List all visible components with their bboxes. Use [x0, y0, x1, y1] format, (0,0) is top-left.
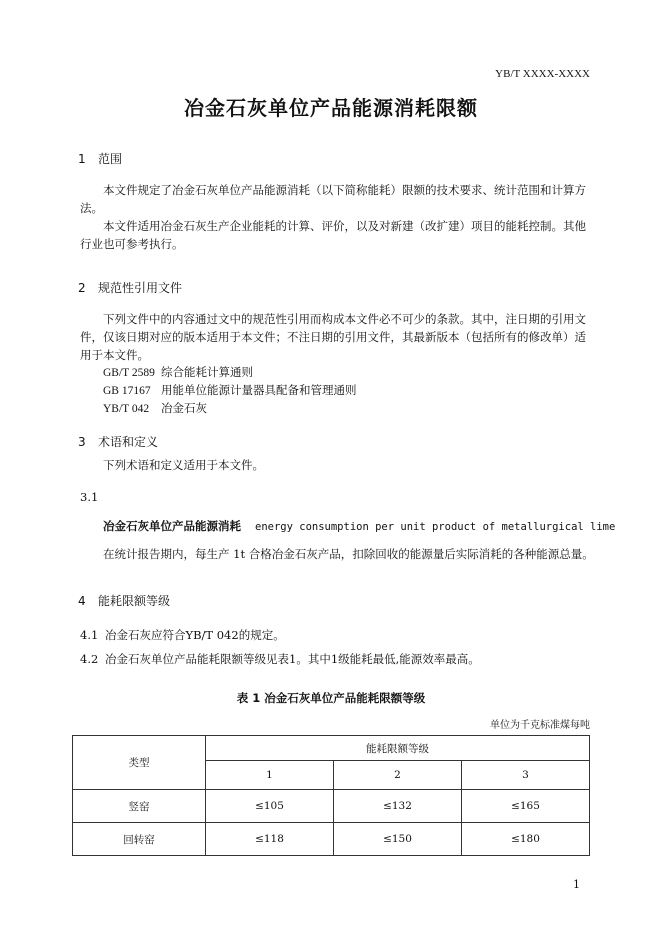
reference-name: 综合能耗计算通则 — [161, 365, 253, 379]
reference-name: 用能单位能源计量器具配备和管理通则 — [161, 383, 357, 397]
cell-type: 竖窑 — [73, 790, 206, 823]
table-unit: 单位为千克标准煤每吨 — [490, 720, 590, 731]
section-number: 2 — [78, 281, 86, 295]
cell-value: ≤180 — [462, 823, 590, 856]
cell-value: ≤165 — [462, 790, 590, 823]
section-number: 3 — [78, 435, 86, 449]
table-header-row — [73, 736, 590, 761]
clause-text: 冶金石灰单位产品能耗限额等级见表1。其中1级能耗最低,能源效率最高。 — [105, 652, 480, 666]
section-1-paragraph-1: 本文件规定了冶金石灰单位产品能源消耗（以下简称能耗）限额的技术要求、统计范围和计算方法。 — [80, 183, 586, 215]
section-3-paragraph-1: 下列术语和定义适用于本文件。 — [103, 458, 264, 472]
page-number: 1 — [573, 878, 580, 891]
clause-text: 冶金石灰应符合YB/T 042的规定。 — [105, 628, 285, 642]
section-2-paragraph-1: 下列文件中的内容通过文中的规范性引用而构成本文件必不可少的条款。其中，注日期的引用文件，仅该日期对应的版本适用于本文件；不注日期的引用文件，其最新版本（包括所有的修改单）适用于本文件。 — [80, 312, 586, 362]
header-level: 2 — [334, 761, 462, 790]
term-definition: 在统计报告期内，每生产 1t 合格冶金石灰产品，扣除回收的能源量后实际消耗的各种能源总量。 — [103, 547, 594, 561]
reference-code: GB/T 2589 — [103, 367, 155, 379]
term-chinese: 冶金石灰单位产品能源消耗 — [103, 519, 241, 533]
section-3-heading — [78, 433, 158, 450]
cell-value: ≤118 — [206, 823, 334, 856]
clause-4-2 — [80, 651, 480, 667]
reference-item — [103, 382, 357, 398]
section-title: 规范性引用文件 — [98, 281, 183, 295]
clause-4-1 — [80, 627, 285, 643]
section-4-heading — [78, 592, 170, 609]
cell-value: ≤132 — [334, 790, 462, 823]
section-2-heading — [78, 279, 182, 296]
cell-value: ≤105 — [206, 790, 334, 823]
term-entry — [103, 518, 615, 534]
header-type: 类型 — [73, 736, 206, 790]
page-title: 冶金石灰单位产品能源消耗限额 — [184, 96, 478, 120]
reference-item — [103, 364, 253, 380]
section-title: 术语和定义 — [98, 435, 159, 449]
reference-name: 冶金石灰 — [161, 401, 207, 415]
clause-number: 4.2 — [80, 652, 99, 666]
clause-number: 4.1 — [80, 628, 99, 642]
header-level-group: 能耗限额等级 — [206, 736, 590, 761]
section-1-paragraph-2: 本文件适用冶金石灰生产企业能耗的计算、评价，以及对新建（改扩建）项目的能耗控制。其他行业也可参考执行。 — [80, 219, 586, 251]
table-row — [73, 790, 590, 823]
energy-limit-table — [72, 735, 590, 856]
header-level: 3 — [462, 761, 590, 790]
table-caption: 表 1 冶金石灰单位产品能耗限额等级 — [236, 691, 426, 705]
subsection-number: 3.1 — [80, 490, 99, 504]
reference-item — [103, 400, 207, 416]
table-row — [73, 823, 590, 856]
section-number: 1 — [78, 152, 86, 166]
section-title: 范围 — [98, 152, 123, 166]
doc-code: YB/T XXXX-XXXX — [495, 68, 590, 80]
section-number: 4 — [78, 594, 86, 608]
term-english: energy consumption per unit product of metallurgical lime — [255, 521, 616, 533]
cell-type: 回转窑 — [73, 823, 206, 856]
header-level: 1 — [206, 761, 334, 790]
reference-code: YB/T 042 — [103, 403, 150, 415]
reference-code: GB 17167 — [103, 385, 151, 397]
section-1-heading — [78, 150, 122, 167]
section-title: 能耗限额等级 — [98, 594, 171, 608]
cell-value: ≤150 — [334, 823, 462, 856]
